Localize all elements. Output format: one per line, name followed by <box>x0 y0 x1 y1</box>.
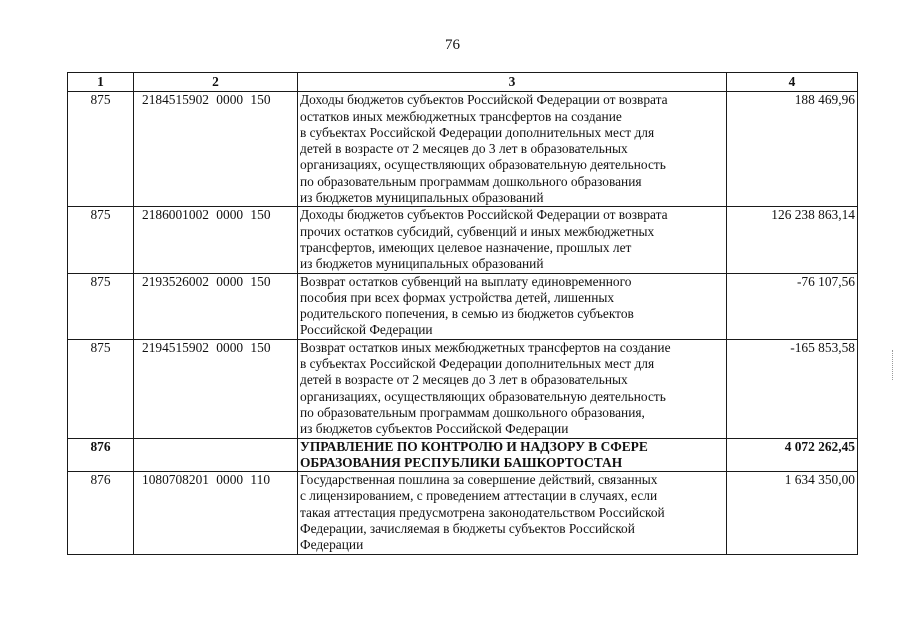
description-line: по образовательным программам дошкольного образования, <box>300 404 645 420</box>
description-cell <box>298 92 727 207</box>
description-line: Возврат остатков субвенций на выплату единовременного <box>300 273 632 289</box>
description-line: организациях, осуществляющих образовательную деятельность <box>300 388 666 404</box>
description-line: Российской Федерации <box>300 322 433 338</box>
budget-classification-code-cell: 2186001002 0000 150 <box>134 207 298 273</box>
description-cell <box>298 339 727 438</box>
admin-code-cell: 875 <box>68 92 134 207</box>
description-line: детей в возрасте от 2 месяцев до 3 лет в образовательных <box>300 141 628 157</box>
description-line: Федерации <box>300 537 364 553</box>
description-line: организациях, осуществляющих образовательную деятельность <box>300 157 666 173</box>
description-line: из бюджетов субъектов Российской Федерации <box>300 421 569 437</box>
amount-cell: -165 853,58 <box>727 339 858 438</box>
description-line: Доходы бюджетов субъектов Российской Федерации от возврата <box>300 92 668 108</box>
table-body <box>68 92 858 554</box>
description-line: Доходы бюджетов субъектов Российской Федерации от возврата <box>300 207 668 223</box>
budget-classification-code-cell: 2193526002 0000 150 <box>134 273 298 339</box>
amount-cell: -76 107,56 <box>727 273 858 339</box>
amount-cell: 188 469,96 <box>727 92 858 207</box>
description-line: остатков иных межбюджетных трансфертов на создание <box>300 108 622 124</box>
amount-cell: 126 238 863,14 <box>727 207 858 273</box>
description-line: пособия при всех формах устройства детей, лишенных <box>300 289 615 305</box>
description-line: прочих остатков субсидий, субвенций и иных межбюджетных <box>300 223 655 239</box>
admin-code-cell: 876 <box>68 438 134 472</box>
table-row <box>68 438 858 472</box>
column-header-4: 4 <box>727 73 858 92</box>
column-header-1: 1 <box>68 73 134 92</box>
table-row <box>68 472 858 554</box>
amount-cell: 4 072 262,45 <box>727 438 858 472</box>
description-line: Федерации, зачисляемая в бюджеты субъектов Российской <box>300 521 635 537</box>
description-line: из бюджетов муниципальных образований <box>300 256 544 272</box>
budget-table <box>67 72 858 555</box>
admin-code-cell: 875 <box>68 339 134 438</box>
description-cell <box>298 273 727 339</box>
page-number: 76 <box>445 37 460 53</box>
budget-classification-code-cell <box>134 438 298 472</box>
amount-cell: 1 634 350,00 <box>727 472 858 554</box>
admin-code-cell: 875 <box>68 273 134 339</box>
table-row <box>68 92 858 207</box>
description-line: в субъектах Российской Федерации дополнительных мест для <box>300 124 655 140</box>
description-line: детей в возрасте от 2 месяцев до 3 лет в образовательных <box>300 372 628 388</box>
description-line: из бюджетов муниципальных образований <box>300 190 544 206</box>
budget-classification-code-cell: 1080708201 0000 110 <box>134 472 298 554</box>
budget-classification-code-cell: 2184515902 0000 150 <box>134 92 298 207</box>
table-row <box>68 339 858 438</box>
description-line: ОБРАЗОВАНИЯ РЕСПУБЛИКИ БАШКОРТОСТАН <box>300 454 623 470</box>
description-line: трансфертов, имеющих целевое назначение, прошлых лет <box>300 239 632 255</box>
admin-code-cell: 876 <box>68 472 134 554</box>
table-row <box>68 207 858 273</box>
description-cell <box>298 207 727 273</box>
description-line: с лицензированием, с проведением аттестации в случаях, если <box>300 488 658 504</box>
scan-artifact <box>892 350 896 380</box>
admin-code-cell: 875 <box>68 207 134 273</box>
description-line: по образовательным программам дошкольного образования <box>300 173 642 189</box>
table-header-row <box>68 73 858 92</box>
description-line: в субъектах Российской Федерации дополнительных мест для <box>300 356 655 372</box>
table-row <box>68 273 858 339</box>
description-line: такая аттестация предусмотрена законодательством Российской <box>300 504 665 520</box>
description-cell <box>298 438 727 472</box>
budget-classification-code-cell: 2194515902 0000 150 <box>134 339 298 438</box>
description-line: Государственная пошлина за совершение действий, связанных <box>300 472 658 488</box>
column-header-2: 2 <box>134 73 298 92</box>
description-line: УПРАВЛЕНИЕ ПО КОНТРОЛЮ И НАДЗОРУ В СФЕРЕ <box>300 438 648 454</box>
description-cell <box>298 472 727 554</box>
column-header-3: 3 <box>298 73 727 92</box>
description-line: Возврат остатков иных межбюджетных трансфертов на создание <box>300 339 671 355</box>
description-line: родительского попечения, в семью из бюджетов субъектов <box>300 306 634 322</box>
